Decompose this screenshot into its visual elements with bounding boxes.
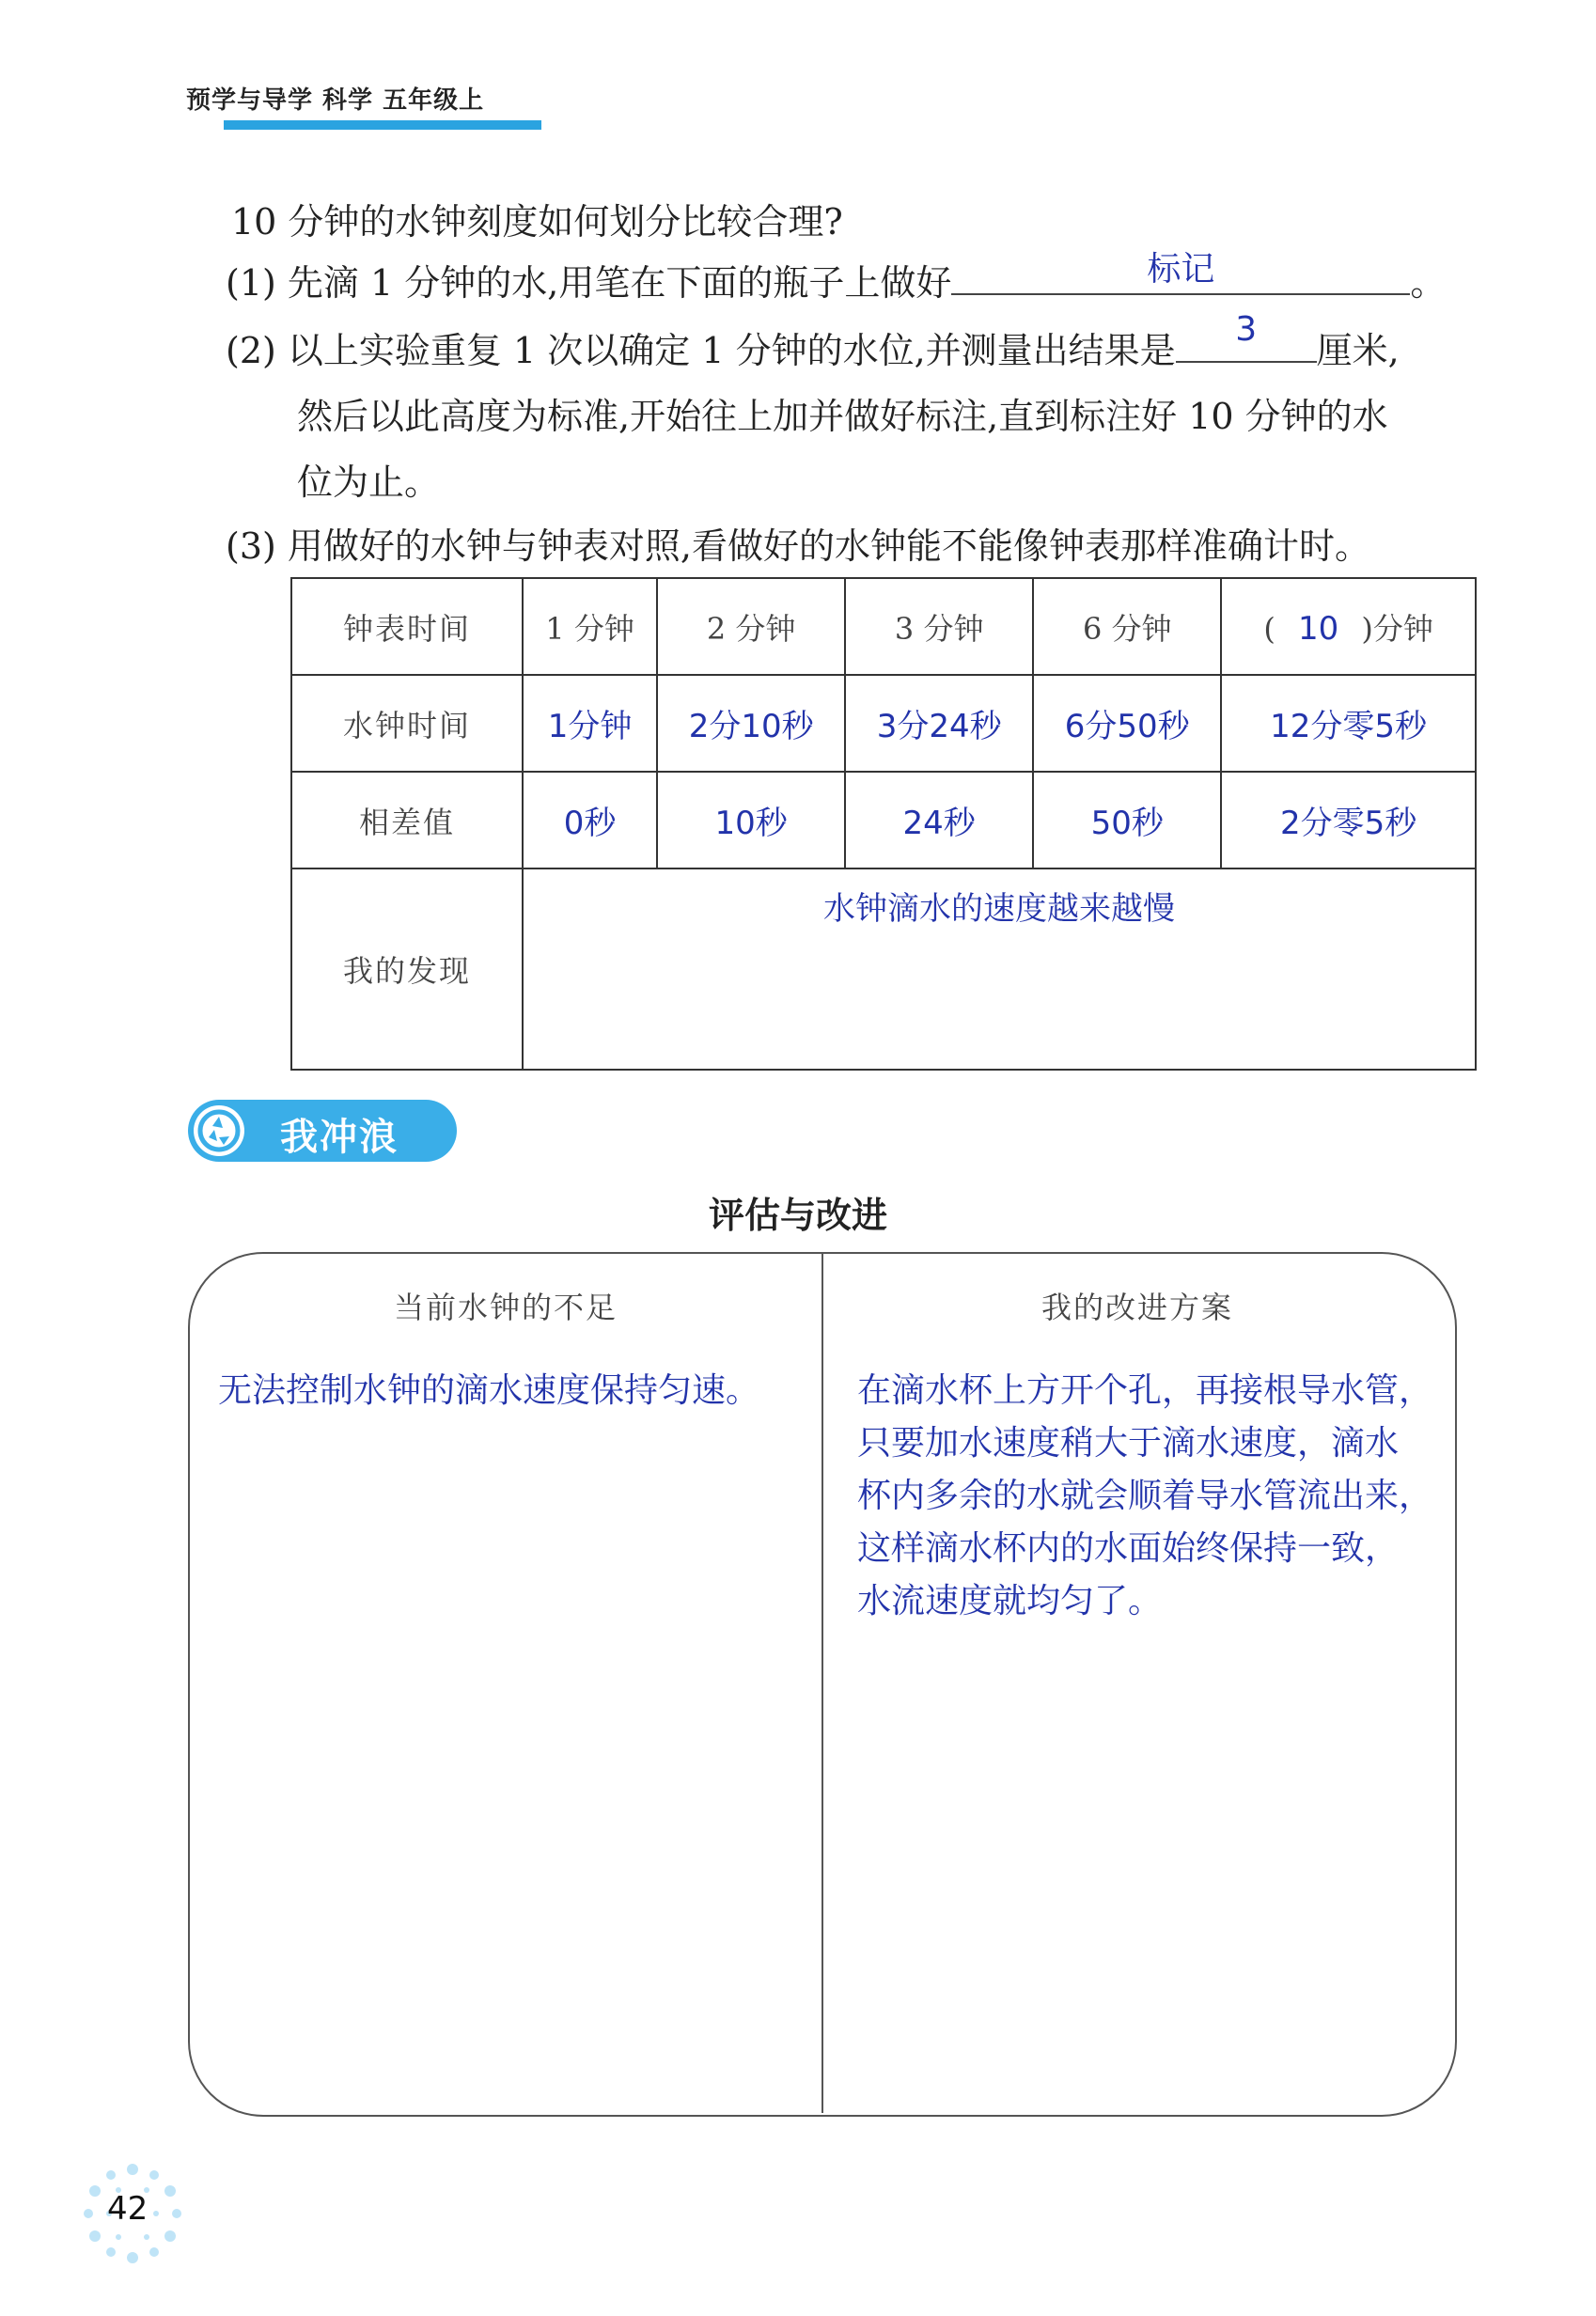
question-item-1 (226, 250, 1447, 305)
improvement-line: 这样滴水杯内的水面始终保持一致， (857, 1529, 1400, 1568)
improvement-line: 杯内多余的水就会顺着导水管流出来， (857, 1477, 1433, 1515)
book-header: 预学与导学 科学 五年级上 (186, 86, 485, 115)
clock-cell-fill (1221, 578, 1476, 675)
water-cell: 6分50秒 (1033, 675, 1221, 772)
evaluation-title: 评估与改进 (708, 1195, 887, 1236)
shortcoming-heading: 当前水钟的不足 (393, 1290, 618, 1325)
water-cell: 3分24秒 (845, 675, 1033, 772)
observation-table (290, 577, 1477, 1071)
improvement-line: 水流速度就均匀了。 (857, 1582, 1163, 1620)
question-item-2 (226, 310, 1400, 373)
item-2-prefix: (2) 以上实验重复 1 次以确定 1 分钟的水位,并测量出结果是 (226, 330, 1176, 371)
page-number: 42 (107, 2190, 149, 2228)
clock-cell: 2 分钟 (657, 578, 845, 675)
improvement-line: 在滴水杯上方开个孔，再接根导水管， (857, 1371, 1433, 1410)
table-row (291, 868, 1476, 1070)
row-label-clock-time: 钟表时间 (291, 578, 523, 675)
water-cell: 12分零5秒 (1221, 675, 1476, 772)
clock-cell: 1 分钟 (523, 578, 657, 675)
surf-icon (194, 1105, 244, 1156)
diff-cell: 0秒 (523, 772, 657, 868)
diff-cell: 10秒 (657, 772, 845, 868)
question-intro: 10 分钟的水钟刻度如何划分比较合理? (231, 201, 843, 243)
diff-cell: 50秒 (1033, 772, 1221, 868)
clock-answer: 10 (1297, 609, 1339, 648)
improvement-line: 只要加水速度稍大于滴水速度，滴水 (857, 1424, 1400, 1463)
item-2-answer: 3 (1235, 310, 1258, 349)
clock-cell: 3 分钟 (845, 578, 1033, 675)
table-row (291, 675, 1476, 772)
improvement-heading: 我的改进方案 (1041, 1290, 1233, 1325)
improvement-text (857, 1365, 1432, 1628)
table-row (291, 772, 1476, 868)
row-label-difference: 相差值 (291, 772, 523, 868)
item-2-blank (1176, 310, 1317, 363)
section-label: 我冲浪 (280, 1116, 399, 1159)
diff-cell: 24秒 (845, 772, 1033, 868)
clock-paren-open: ( (1263, 610, 1275, 647)
item-1-suffix: 。 (1410, 262, 1447, 304)
table-row (291, 578, 1476, 675)
item-1-blank (951, 250, 1410, 295)
shortcoming-text: 无法控制水钟的滴水速度保持匀速。 (218, 1371, 760, 1410)
header-accent-bar (224, 120, 541, 130)
evaluation-divider (821, 1254, 823, 2113)
clock-paren-close: )分钟 (1361, 610, 1433, 647)
item-1-answer: 标记 (1147, 250, 1215, 289)
question-item-3: (3) 用做好的水钟与钟表对照,看做好的水钟能不能像钟表那样准确计时。 (226, 525, 1370, 567)
row-label-water-time: 水钟时间 (291, 675, 523, 772)
clock-cell: 6 分钟 (1033, 578, 1221, 675)
row-label-finding: 我的发现 (291, 868, 523, 1070)
diff-cell: 2分零5秒 (1221, 772, 1476, 868)
item-2-suffix: 厘米, (1316, 330, 1400, 371)
question-item-2-line-2: 然后以此高度为标准,开始往上加并做好标注,直到标注好 10 分钟的水 (297, 396, 1388, 437)
item-1-prefix: (1) 先滴 1 分钟的水,用笔在下面的瓶子上做好 (226, 262, 952, 304)
water-cell: 2分10秒 (657, 675, 845, 772)
finding-cell: 水钟滴水的速度越来越慢 (523, 868, 1476, 1070)
question-item-2-line-3: 位为止。 (297, 462, 441, 503)
water-cell: 1分钟 (523, 675, 657, 772)
